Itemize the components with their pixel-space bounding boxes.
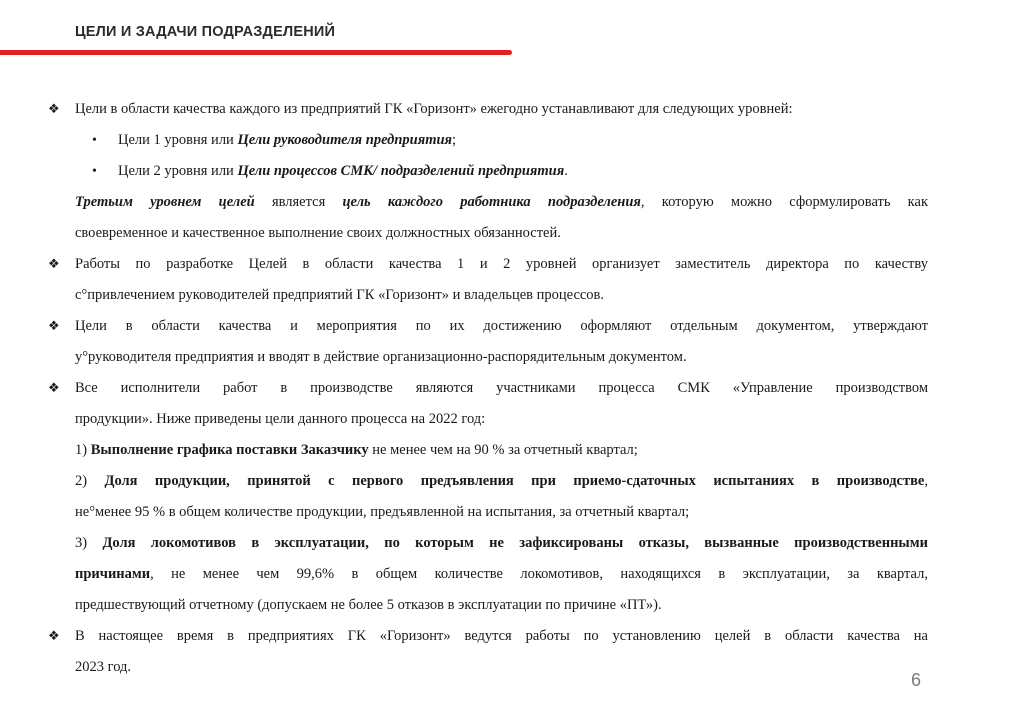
bullet-paragraph-3 [48,311,928,342]
diamond-bullet-icon: ❖ [48,257,60,272]
goal-text: не менее чем на 90 % за отчетный квартал; [368,442,638,458]
diamond-bullet-icon: ❖ [48,629,60,644]
paragraph-continuation: с°привлечением руководителей предприятий ГК «Горизонт» и владельцев процессов. [75,287,605,303]
third-level-text-1: является [254,194,343,210]
paragraph-continuation: 2023 год. [75,659,132,675]
goal-number: 3) [75,535,103,551]
goal-number: 2) [75,473,105,489]
dot-bullet-icon: • [92,133,97,148]
goal-bold-text: причинами [75,566,151,582]
sub-text-end: . [564,163,568,179]
paragraph-text: Все исполнители работ в производстве являются участниками процесса СМК «Управление производством [75,380,928,396]
goal-text: , не менее чем 99,6% в общем количестве локомотивов, находящихся в эксплуатации, за квартал, [150,566,928,582]
goal-bold-text: Доля продукции, принятой с первого предъявления при приемо-сдаточных испытаниях в производстве [104,473,925,489]
goal-text: , [924,473,928,489]
paragraph-text: Цели в области качества и мероприятия по их достижению оформляют отдельным документом, утверждают [75,318,928,334]
dot-bullet-icon: • [92,164,97,179]
goal-item-3 [48,528,928,559]
goal-item-2-continuation: не°менее 95 % в общем количестве продукции, предъявленной на испытания, за отчетный квартал; [75,504,690,520]
diamond-bullet-icon: ❖ [48,381,60,396]
paragraph-continuation: продукции». Ниже приведены цели данного процесса на 2022 год: [75,411,486,427]
diamond-bullet-icon: ❖ [48,102,60,117]
sub-bullet-2 [48,156,928,187]
bullet-paragraph-4 [48,373,928,404]
diamond-bullet-icon: ❖ [48,319,60,334]
sub-text: Цели 2 уровня или [118,163,238,179]
paragraph-text: Цели в области качества каждого из предприятий ГК «Горизонт» ежегодно устанавливают для следующих уровней: [75,101,793,117]
page-title: ЦЕЛИ И ЗАДАЧИ ПОДРАЗДЕЛЕНИЙ [75,24,336,40]
sub-text-end: ; [452,132,457,148]
third-level-line-1 [48,187,928,218]
sub-bold-text: Цели процессов СМК/ подразделений предприятия [237,163,565,179]
sub-text: Цели 1 уровня или [118,132,238,148]
third-level-text-2: , которую можно сформулировать как [640,194,928,210]
goal-item-2 [48,466,928,497]
goal-item-3-line-2 [48,559,928,590]
third-level-bold-2: цель каждого работника подразделения [342,194,641,210]
goal-item-1 [48,435,928,466]
document-body [48,94,928,683]
paragraph-text: Работы по разработке Целей в области качества 1 и 2 уровней организует заместитель директора по качеству [75,256,928,272]
goal-bold-text: Выполнение графика поставки Заказчику [90,442,369,458]
bullet-paragraph-1 [48,94,928,125]
bullet-paragraph-2 [48,249,928,280]
paragraph-text: В настоящее время в предприятиях ГК «Горизонт» ведутся работы по установлению целей в области качества на [75,628,928,644]
bullet-paragraph-5 [48,621,928,652]
title-accent-bar [0,50,512,55]
sub-bold-text: Цели руководителя предприятия [237,132,453,148]
sub-bullet-1 [48,125,928,156]
paragraph-continuation: у°руководителя предприятия и вводят в действие организационно-распорядительным документом. [75,349,687,365]
third-level-bold-1: Третьим уровнем целей [75,194,255,210]
goal-bold-text: Доля локомотивов в эксплуатации, по которым не зафиксированы отказы, вызванные производственными [102,535,928,551]
goal-number: 1) [75,442,91,458]
third-level-line-2: своевременное и качественное выполнение своих должностных обязанностей. [75,225,561,241]
goal-item-3-line-3: предшествующий отчетному (допускаем не более 5 отказов в эксплуатации по причине «ПТ»). [75,597,662,613]
page-number: 6 [911,670,922,690]
